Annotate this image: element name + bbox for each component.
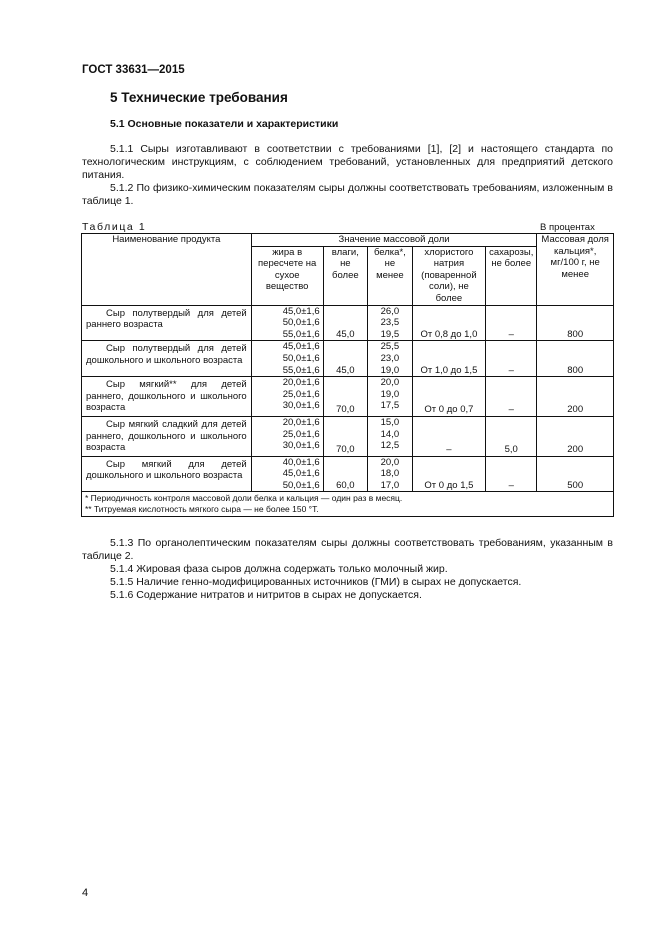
standard-header: ГОСТ 33631—2015	[82, 64, 185, 76]
protein-cell: 20,0 19,0 17,5	[368, 377, 413, 417]
protein-cell: 15,0 14,0 12,5	[368, 416, 413, 456]
header-fat: жира в пересчете на сухое вещество	[251, 246, 323, 305]
footnote-2: ** Титруемая кислотность мягкого сыра — не более 150 °Т.	[85, 504, 319, 515]
calcium-cell: 200	[537, 377, 614, 417]
header-salt: хлористого натрия (поваренной соли), не более	[412, 246, 485, 305]
table-row	[82, 416, 614, 456]
paragraph-5-1-2: 5.1.2 По физико-химическим показателям сыры должны соответствовать требованиям, изложенным в таблице 1.	[82, 182, 613, 207]
sucrose-cell: –	[486, 377, 537, 417]
product-name-cell: Сыр полутвердый для детей раннего возраста	[82, 305, 252, 341]
header-sucrose: сахарозы, не более	[486, 246, 537, 305]
fat-cell: 20,0±1,6 25,0±1,6 30,0±1,6	[251, 377, 323, 417]
page-number: 4	[82, 887, 89, 899]
protein-cell: 26,0 23,5 19,5	[368, 305, 413, 341]
paragraph-5-1-5: 5.1.5 Наличие генно-модифицированных источников (ГМИ) в сырах не допускается.	[110, 576, 522, 588]
footnote-1: * Периодичность контроля массовой доли белка и кальция — один раз в месяц.	[85, 493, 403, 504]
header-protein: белка*, не менее	[368, 246, 413, 305]
paragraph-5-1-3: 5.1.3 По органолептическим показателям сыры должны соответствовать требованиям, указанным в таблице 2.	[82, 537, 613, 562]
calcium-cell: 800	[537, 305, 614, 341]
salt-cell: От 0 до 1,5	[412, 456, 485, 492]
table-caption: Таблица 1	[82, 221, 147, 233]
paragraph-5-1-4: 5.1.4 Жировая фаза сыров должна содержать только молочный жир.	[110, 563, 448, 575]
table-footnotes	[82, 492, 614, 517]
product-name-cell: Сыр мягкий сладкий для детей раннего, дошкольного и школьного возраста	[82, 416, 252, 456]
moisture-cell: 45,0	[323, 341, 367, 377]
section-title: 5 Технические требования	[110, 90, 288, 105]
moisture-cell: 70,0	[323, 377, 367, 417]
salt-cell: От 0 до 0,7	[412, 377, 485, 417]
salt-cell: От 0,8 до 1,0	[412, 305, 485, 341]
sucrose-cell: –	[486, 305, 537, 341]
salt-cell: От 1,0 до 1,5	[412, 341, 485, 377]
header-moisture: влаги, не более	[323, 246, 367, 305]
product-name-cell: Сыр полутвердый для детей дошкольного и школьного возраста	[82, 341, 252, 377]
table-row	[82, 305, 614, 341]
calcium-cell: 800	[537, 341, 614, 377]
table-row	[82, 341, 614, 377]
header-calcium: Массовая доля кальция*, мг/100 г, не менее	[537, 234, 614, 306]
paragraph-5-1-1: 5.1.1 Сыры изготавливают в соответствии с требованиями [1], [2] и настоящего стандарта по технологическим инструкциям, с соблюдением требований, установленных для предприятий детского питания.	[82, 143, 613, 181]
protein-cell: 20,0 18,0 17,0	[368, 456, 413, 492]
sucrose-cell: 5,0	[486, 416, 537, 456]
protein-cell: 25,5 23,0 19,0	[368, 341, 413, 377]
moisture-cell: 60,0	[323, 456, 367, 492]
fat-cell: 20,0±1,6 25,0±1,6 30,0±1,6	[251, 416, 323, 456]
salt-cell: –	[412, 416, 485, 456]
header-group: Значение массовой доли	[251, 234, 537, 247]
table-row	[82, 377, 614, 417]
subsection-title: 5.1 Основные показатели и характеристики	[110, 118, 339, 130]
header-name: Наименование продукта	[82, 234, 252, 306]
moisture-cell: 70,0	[323, 416, 367, 456]
physicochemical-table	[81, 233, 614, 517]
fat-cell: 40,0±1,6 45,0±1,6 50,0±1,6	[251, 456, 323, 492]
paragraph-5-1-6: 5.1.6 Содержание нитратов и нитритов в сырах не допускается.	[110, 589, 422, 601]
sucrose-cell: –	[486, 341, 537, 377]
moisture-cell: 45,0	[323, 305, 367, 341]
calcium-cell: 500	[537, 456, 614, 492]
calcium-cell: 200	[537, 416, 614, 456]
product-name-cell: Сыр мягкий для детей дошкольного и школьного возраста	[82, 456, 252, 492]
product-name-cell: Сыр мягкий** для детей раннего, дошкольного и школьного возраста	[82, 377, 252, 417]
sucrose-cell: –	[486, 456, 537, 492]
table-unit: В процентах	[540, 222, 595, 233]
table-row	[82, 456, 614, 492]
fat-cell: 45,0±1,6 50,0±1,6 55,0±1,6	[251, 341, 323, 377]
fat-cell: 45,0±1,6 50,0±1,6 55,0±1,6	[251, 305, 323, 341]
